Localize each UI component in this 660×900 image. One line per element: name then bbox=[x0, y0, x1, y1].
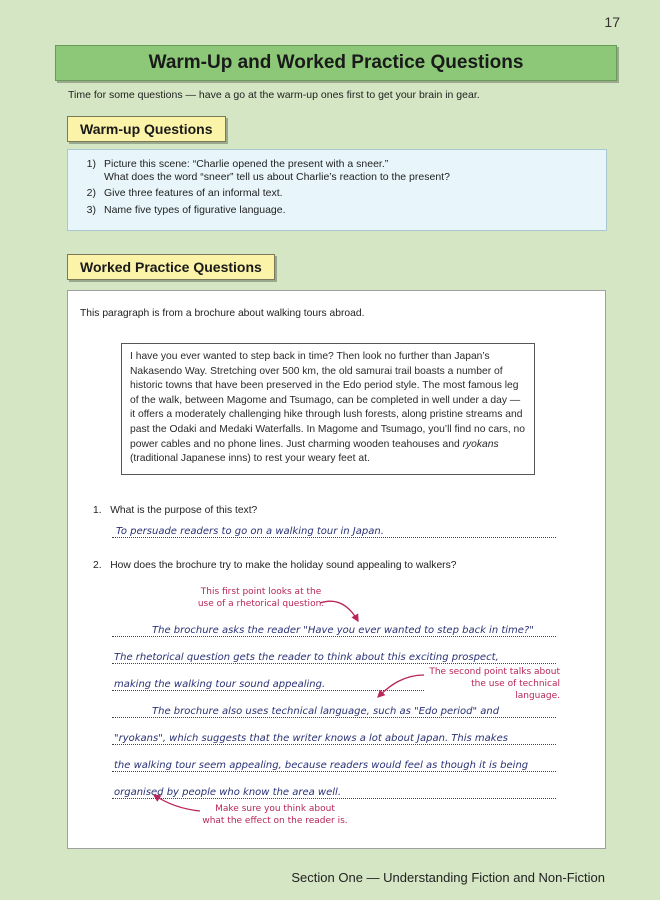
annotation-rhetorical: This first point looks at the use of a rhetorical question. bbox=[197, 587, 325, 610]
question-2: 2. How does the brochure try to make the holiday sound appealing to walkers? bbox=[93, 560, 457, 571]
warmup-questions-box bbox=[67, 149, 607, 231]
warmup-question bbox=[68, 187, 606, 200]
question-number: 1) bbox=[86, 158, 96, 170]
brochure-passage: I have you ever wanted to step back in time? Then look no further than Japan’s Nakasendo Way. Stretching over 500 km, the old samurai trail boasts a number of historic towns that have been preserved in the Edo period style. The most famous leg of the walk, between Magome and Tsumago, can be completed in well under a day — it offers a moderately challenging hike through lush forests, along pristine streams and past the Odaki and Medaki Waterfalls. In Magome and Tsumago, you’ll find no cars, no power cables and no phone lines. Just charming wooden teahouses and ryokans (traditional Japanese inns) to rest your weary feet at. bbox=[121, 343, 535, 475]
worked-heading: Worked Practice Questions bbox=[67, 254, 275, 280]
question-1: 1. What is the purpose of this text? bbox=[93, 505, 258, 516]
warmup-question bbox=[68, 204, 606, 217]
answer-text: the walking tour seem appealing, because readers would feel as though it is being bbox=[114, 760, 529, 771]
arrow-to-rhetorical bbox=[320, 601, 358, 621]
answer-text: The brochure also uses technical language, such as "Edo period" and bbox=[152, 706, 500, 717]
answer-text: The brochure asks the reader "Have you ever wanted to step back in time?" bbox=[152, 625, 534, 636]
warmup-heading: Warm-up Questions bbox=[67, 116, 226, 142]
intro-text: Time for some questions — have a go at the warm-up ones first to get your brain in gear. bbox=[68, 89, 480, 101]
page-title: Warm-Up and Worked Practice Questions bbox=[148, 52, 524, 73]
answer-1: To persuade readers to go on a walking tour in Japan. bbox=[116, 526, 384, 537]
answer-text: making the walking tour sound appealing. bbox=[114, 679, 326, 690]
annotation-effect: Make sure you think about what the effect on the reader is. bbox=[202, 804, 348, 827]
worked-practice-box bbox=[67, 290, 606, 849]
annotation-arrows bbox=[68, 291, 605, 848]
question-text: Picture this scene: “Charlie opened the present with a sneer.” What does the word “sneer” tell us about Charlie’s reaction to the present? bbox=[104, 158, 450, 183]
question-text: Give three features of an informal text. bbox=[104, 187, 283, 200]
answer-text: The rhetorical question gets the reader to think about this exciting prospect, bbox=[114, 652, 499, 663]
warmup-question bbox=[68, 158, 606, 183]
worked-intro: This paragraph is from a brochure about walking tours abroad. bbox=[80, 308, 365, 319]
answer-text: "ryokans", which suggests that the writer knows a lot about Japan. This makes bbox=[114, 733, 508, 744]
footer-section-title: Section One — Understanding Fiction and Non-Fiction bbox=[291, 870, 605, 885]
title-banner bbox=[55, 45, 617, 81]
annotation-technical: The second point talks about the use of technical language. bbox=[424, 666, 560, 702]
answer-text: organised by people who know the area well. bbox=[114, 787, 342, 798]
question-text: Name five types of figurative language. bbox=[104, 203, 286, 216]
question-number: 3) bbox=[86, 203, 96, 216]
question-number: 2) bbox=[86, 187, 96, 200]
arrow-to-effect bbox=[154, 795, 200, 811]
arrow-to-technical bbox=[378, 675, 424, 697]
page-number: 17 bbox=[604, 14, 620, 30]
